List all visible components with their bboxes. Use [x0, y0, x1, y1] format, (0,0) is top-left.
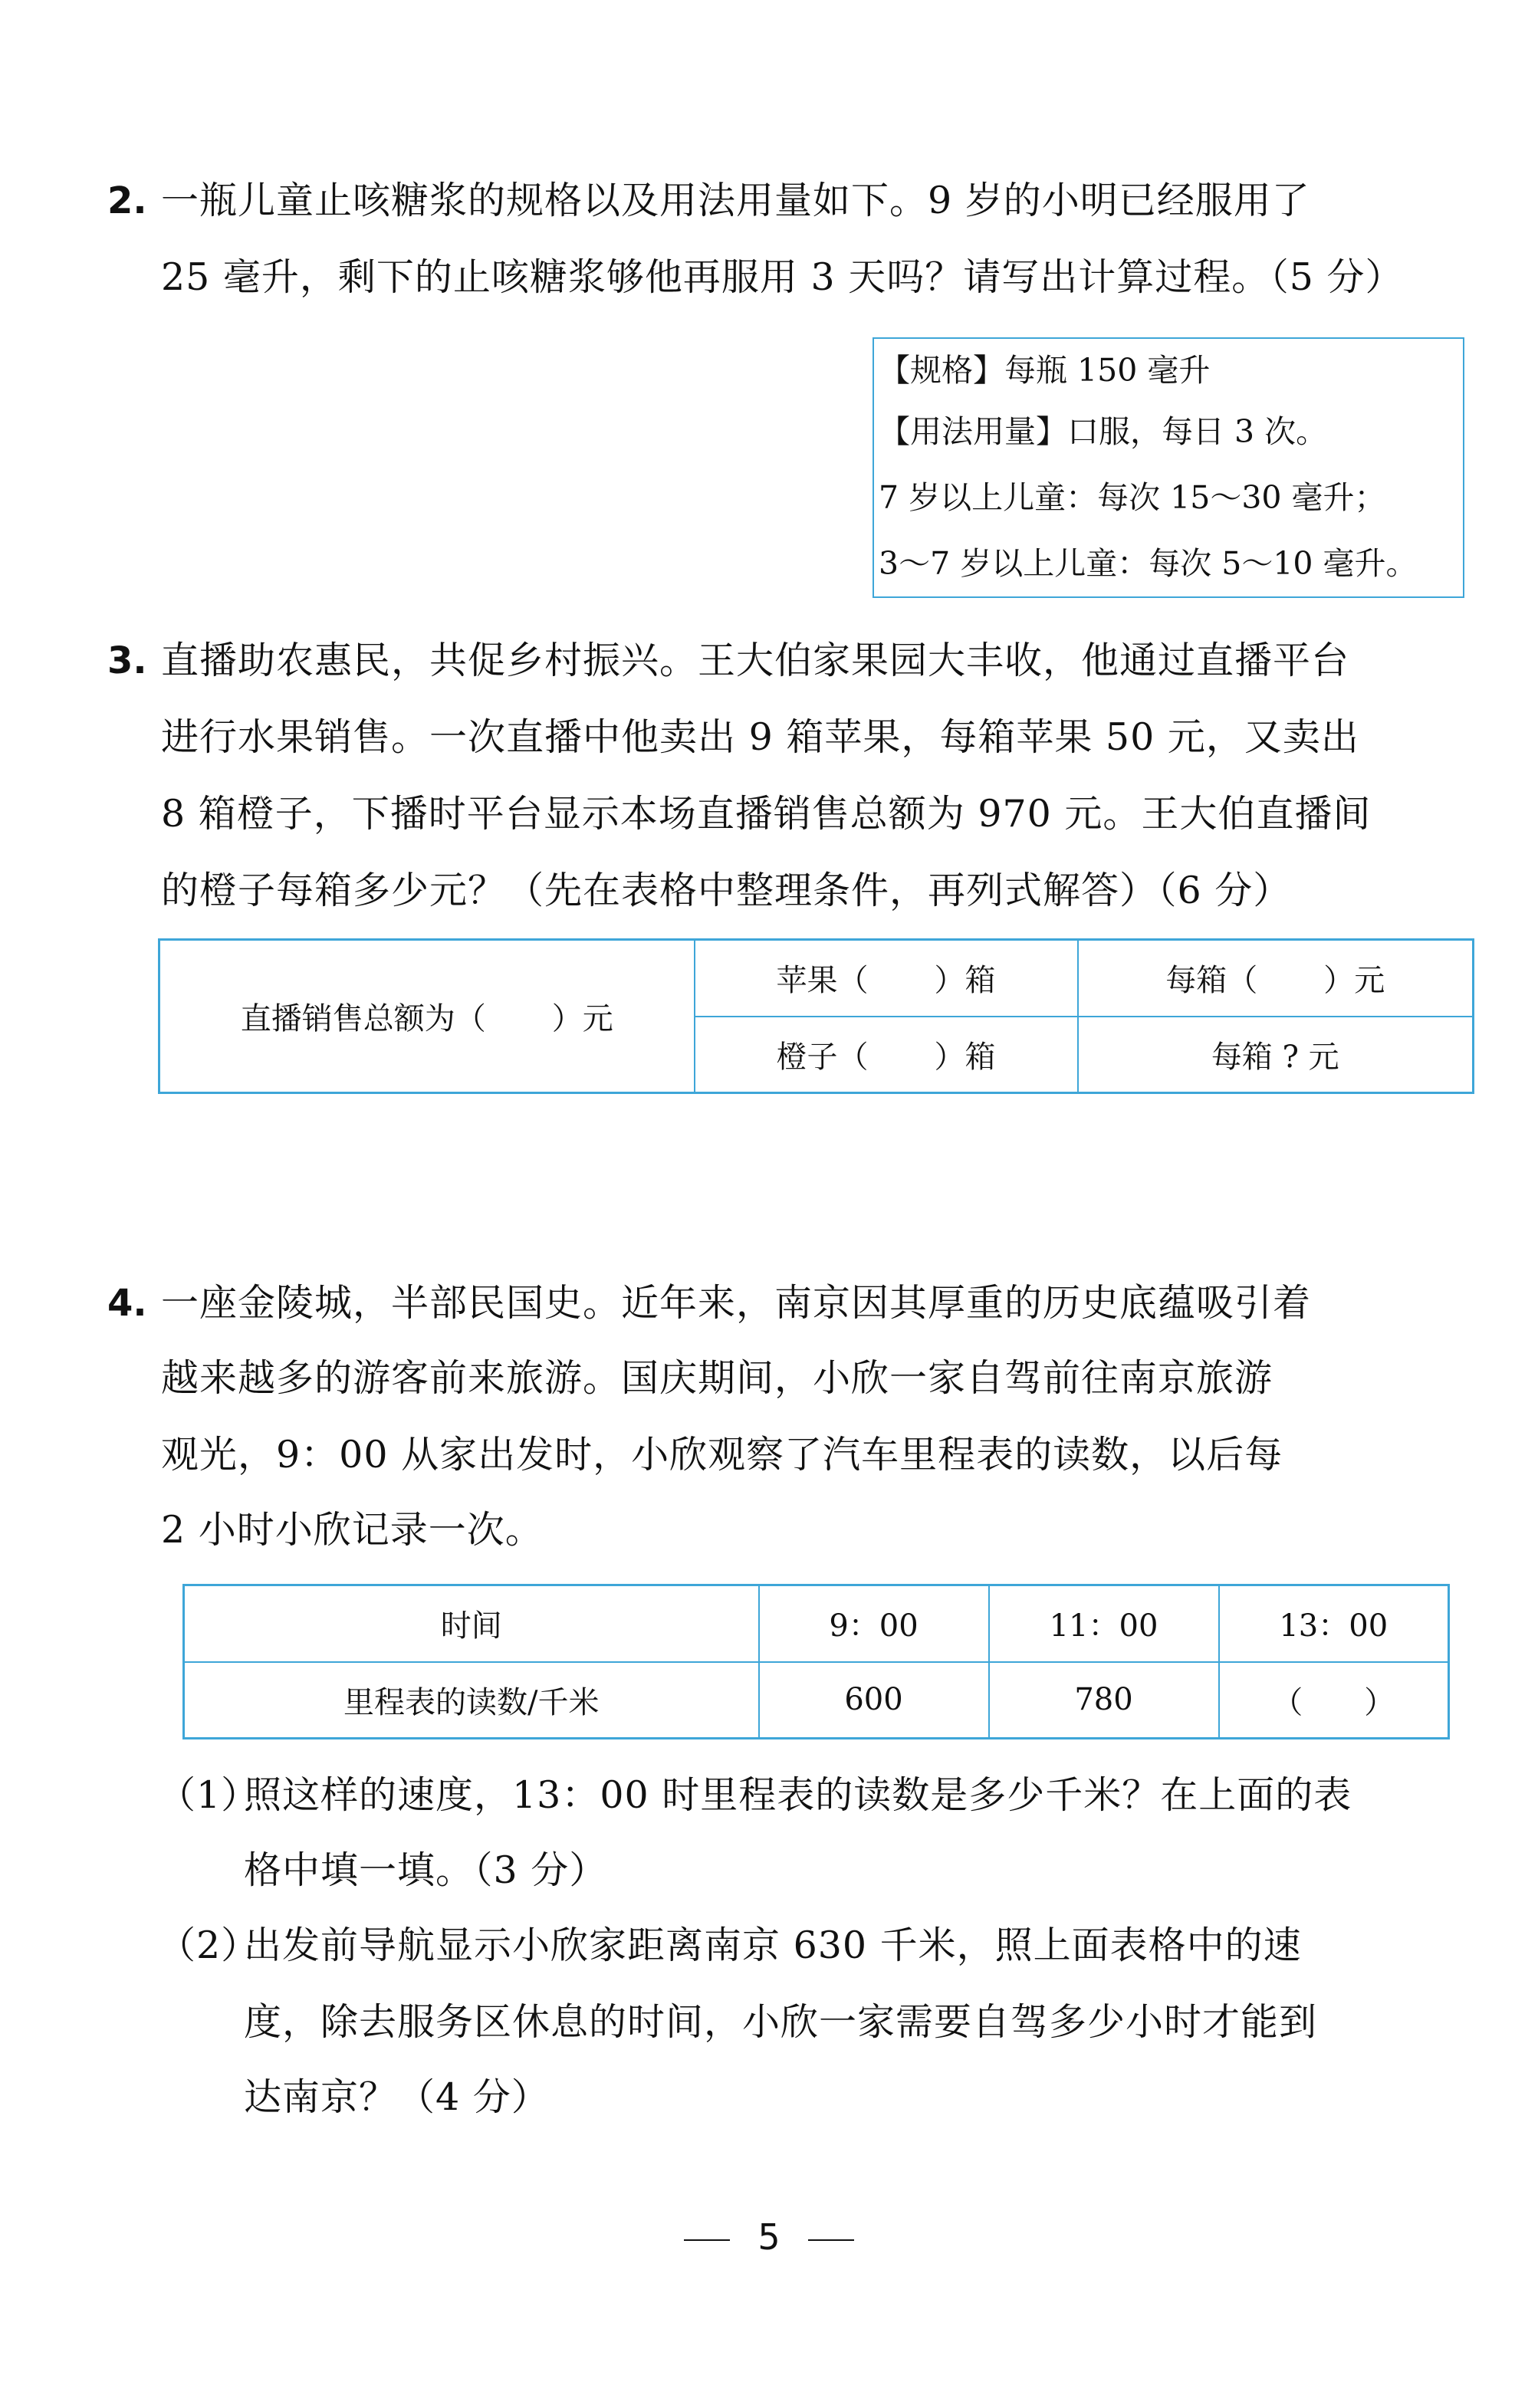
mileage-header-1100: 11：00 [989, 1585, 1219, 1662]
spec-line-4: 3～7 岁以上儿童：每次 5～10 毫升。 [879, 545, 1418, 582]
question-2-number: 2. [107, 179, 147, 222]
syrup-spec-box [873, 337, 1464, 598]
spec-line-1: 【规格】每瓶 150 毫升 [879, 352, 1211, 389]
subquestion-2-line-2: 度，除去服务区休息的时间，小欣一家需要自驾多少小时才能到 [244, 2000, 1318, 2044]
question-3-text-line-4: 的橙子每箱多少元？（先在表格中整理条件，再列式解答）（6 分） [161, 869, 1292, 912]
subquestion-1-label: （1） [158, 1773, 260, 1817]
question-2-text-line-1: 一瓶儿童止咳糖浆的规格以及用法用量如下。9 岁的小明已经服用了 [161, 179, 1310, 222]
mileage-table [182, 1584, 1450, 1739]
subquestion-1-line-2: 格中填一填。（3 分） [244, 1848, 608, 1892]
total-sales-cell: 直播销售总额为（ ）元 [159, 940, 695, 1093]
question-3-number: 3. [107, 639, 147, 682]
mileage-header-900: 9：00 [759, 1585, 989, 1662]
page-number-left-dash [684, 2239, 730, 2241]
subquestion-2-label: （2） [158, 1923, 260, 1967]
question-4-text-line-3: 观光，9：00 从家出发时，小欣观察了汽车里程表的读数，以后每 [161, 1433, 1283, 1477]
subquestion-2-line-1: 出发前导航显示小欣家距离南京 630 千米，照上面表格中的速 [244, 1923, 1302, 1967]
sales-table [158, 938, 1474, 1094]
question-4-text-line-1: 一座金陵城，半部民国史。近年来，南京因其厚重的历史底蕴吸引着 [161, 1281, 1312, 1325]
spec-line-3: 7 岁以上儿童：每次 15～30 毫升； [879, 479, 1386, 516]
mileage-header-time: 时间 [184, 1585, 759, 1662]
subquestion-1-line-1: 照这样的速度，13：00 时里程表的读数是多少千米？在上面的表 [244, 1773, 1352, 1817]
mileage-answer-blank: （ ） [1219, 1662, 1449, 1739]
spec-line-2: 【用法用量】口服，每日 3 次。 [879, 413, 1328, 450]
mileage-row-label: 里程表的读数/千米 [184, 1662, 759, 1739]
question-4-text-line-2: 越来越多的游客前来旅游。国庆期间，小欣一家自驾前往南京旅游 [161, 1356, 1273, 1400]
mileage-header-1300: 13：00 [1219, 1585, 1449, 1662]
page-number-right-dash [808, 2239, 854, 2241]
mileage-value-900: 600 [759, 1662, 989, 1739]
question-4-text-line-4: 2 小时小欣记录一次。 [161, 1508, 544, 1552]
orange-price-cell: 每箱 ? 元 [1078, 1017, 1474, 1093]
question-4-number: 4. [107, 1282, 147, 1325]
question-3-text-line-2: 进行水果销售。一次直播中他卖出 9 箱苹果，每箱苹果 50 元，又卖出 [161, 715, 1359, 759]
question-2-text-line-2: 25 毫升，剩下的止咳糖浆够他再服用 3 天吗？请写出计算过程。（5 分） [161, 255, 1404, 299]
question-3-text-line-3: 8 箱橙子，下播时平台显示本场直播销售总额为 970 元。王大伯直播间 [161, 792, 1372, 836]
mileage-value-1100: 780 [989, 1662, 1219, 1739]
apple-boxes-cell: 苹果（ ）箱 [695, 940, 1078, 1017]
page-number: 5 [0, 2214, 1538, 2260]
subquestion-2-line-3: 达南京？（4 分） [244, 2075, 550, 2119]
question-3-text-line-1: 直播助农惠民，共促乡村振兴。王大伯家果园大丰收，他通过直播平台 [161, 639, 1350, 682]
apple-price-cell: 每箱（ ）元 [1078, 940, 1474, 1017]
orange-boxes-cell: 橙子（ ）箱 [695, 1017, 1078, 1093]
